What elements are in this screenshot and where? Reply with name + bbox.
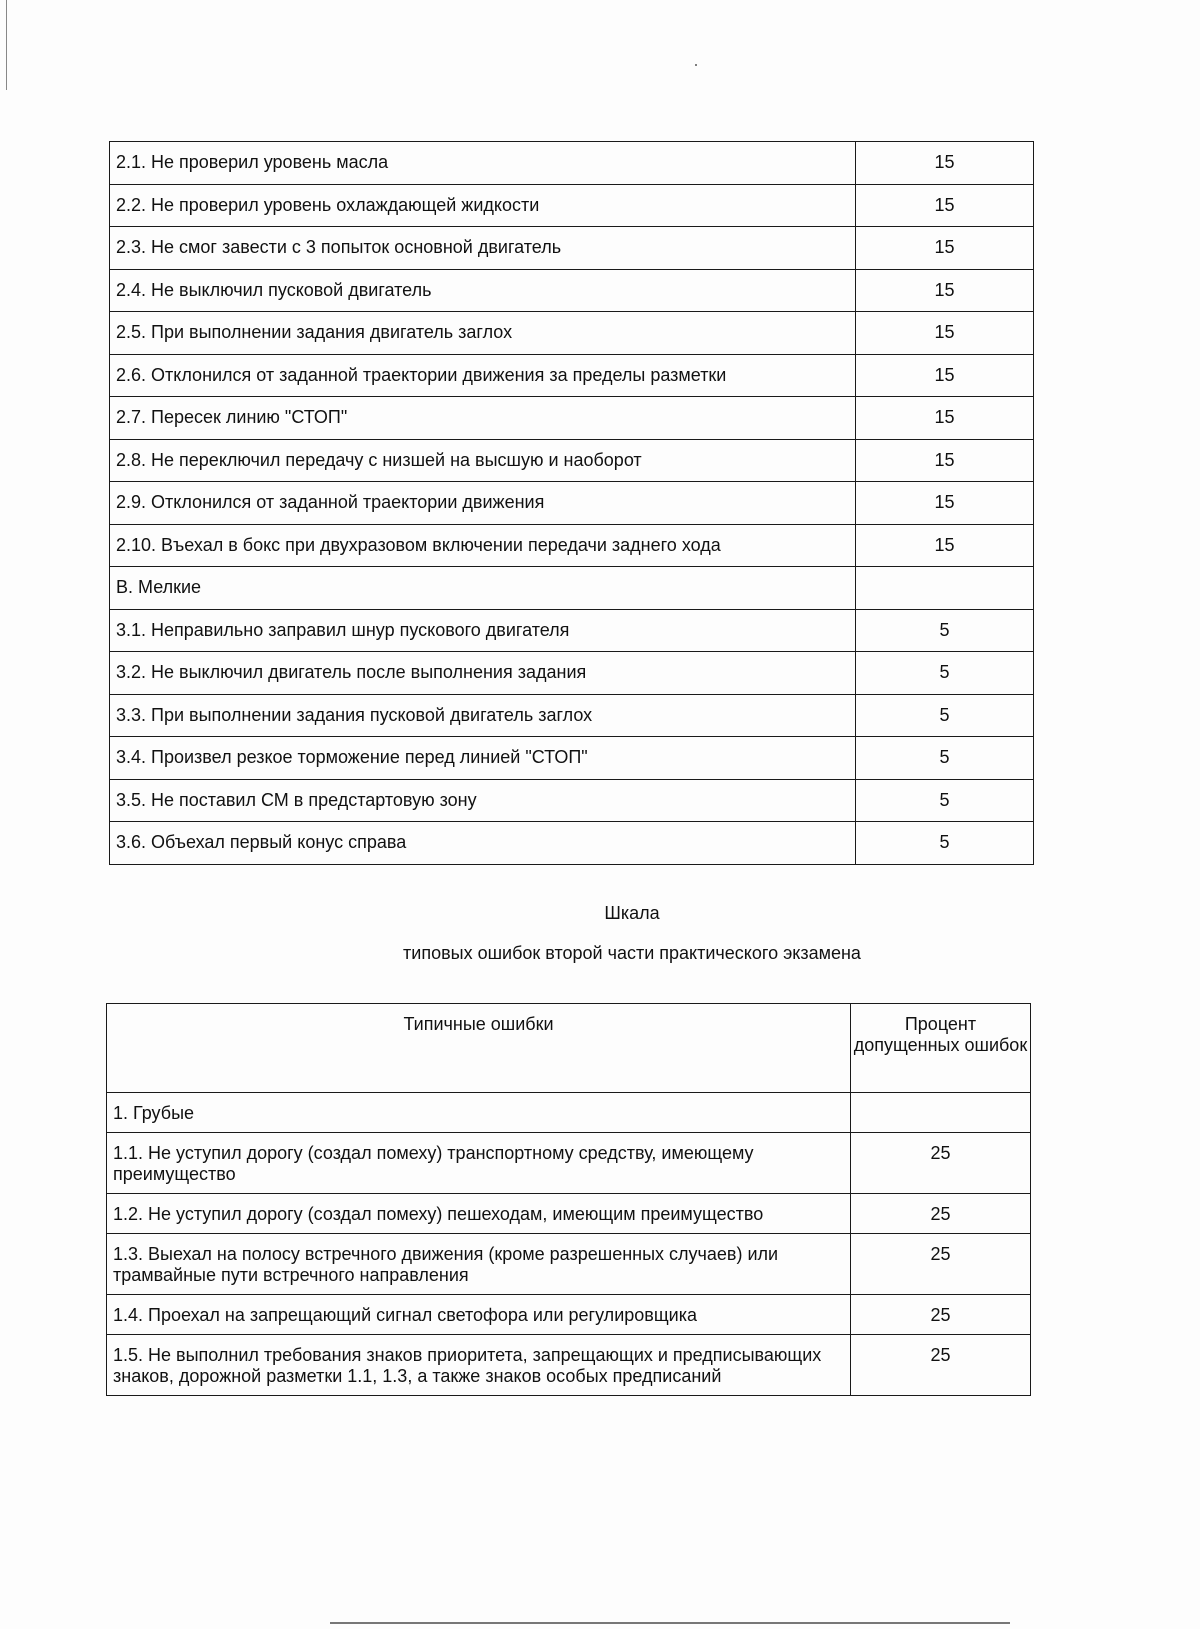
row-description: 3.5. Не поставил СМ в предстартовую зону: [110, 779, 856, 822]
table-row: [107, 1335, 1031, 1396]
table-row: [110, 142, 1034, 185]
table-row: [110, 822, 1034, 865]
table-row: [107, 1194, 1031, 1234]
scan-speck: [695, 64, 697, 66]
scale-title: Шкала: [604, 903, 660, 923]
row-description: В. Мелкие: [110, 567, 856, 610]
row-description: 1.2. Не уступил дорогу (создал помеху) пешеходам, имеющим преимущество: [107, 1194, 851, 1234]
row-description: 1.5. Не выполнил требования знаков приоритета, запрещающих и предписывающих знаков, дорожной разметки 1.1, 1.3, а также знаков особых предписаний: [107, 1335, 851, 1396]
row-description: 2.1. Не проверил уровень масла: [110, 142, 856, 185]
row-value: 5: [856, 779, 1034, 822]
table-row: [107, 1133, 1031, 1194]
row-value: 15: [856, 312, 1034, 355]
table-row: [110, 652, 1034, 695]
table-row: [110, 312, 1034, 355]
row-description: 2.4. Не выключил пусковой двигатель: [110, 269, 856, 312]
row-description: 3.1. Неправильно заправил шнур пускового двигателя: [110, 609, 856, 652]
violations-table-part1-body: [110, 142, 1034, 865]
table-row: [110, 482, 1034, 525]
row-description: 3.6. Объехал первый конус справа: [110, 822, 856, 865]
row-description: 1.3. Выехал на полосу встречного движения (кроме разрешенных случаев) или трамвайные пути встречного направления: [107, 1234, 851, 1295]
row-value: [851, 1093, 1031, 1133]
row-value: 5: [856, 609, 1034, 652]
row-description: 3.3. При выполнении задания пусковой двигатель заглох: [110, 694, 856, 737]
row-description: 3.2. Не выключил двигатель после выполнения задания: [110, 652, 856, 695]
row-description: 1. Грубые: [107, 1093, 851, 1133]
row-description: 2.9. Отклонился от заданной траектории движения: [110, 482, 856, 525]
table-row: [110, 227, 1034, 270]
typical-errors-table: [106, 1003, 1031, 1396]
row-value: [856, 567, 1034, 610]
header-percent-label: Процент допущенных ошибок: [851, 1004, 1031, 1093]
row-description: 1.1. Не уступил дорогу (создал помеху) транспортному средству, имеющему преимущество: [107, 1133, 851, 1194]
row-value: 25: [851, 1295, 1031, 1335]
row-value: 5: [856, 822, 1034, 865]
row-description: 1.4. Проехал на запрещающий сигнал светофора или регулировщика: [107, 1295, 851, 1335]
row-value: 25: [851, 1194, 1031, 1234]
row-description: 2.2. Не проверил уровень охлаждающей жидкости: [110, 184, 856, 227]
table-row: [110, 439, 1034, 482]
row-value: 25: [851, 1335, 1031, 1396]
row-value: 15: [856, 227, 1034, 270]
row-value: 5: [856, 652, 1034, 695]
row-value: 25: [851, 1234, 1031, 1295]
scale-subtitle: типовых ошибок второй части практического экзамена: [403, 943, 861, 963]
row-description: 2.3. Не смог завести с 3 попыток основной двигатель: [110, 227, 856, 270]
row-value: 15: [856, 482, 1034, 525]
row-description: 2.8. Не переключил передачу с низшей на высшую и наоборот: [110, 439, 856, 482]
table-header-row: [107, 1004, 1031, 1093]
row-value: 15: [856, 524, 1034, 567]
table-row: [110, 269, 1034, 312]
row-description: 2.6. Отклонился от заданной траектории движения за пределы разметки: [110, 354, 856, 397]
violations-table-part1: [109, 141, 1034, 865]
table-row: [107, 1093, 1031, 1133]
row-value: 15: [856, 184, 1034, 227]
row-description: 2.5. При выполнении задания двигатель заглох: [110, 312, 856, 355]
row-description: 3.4. Произвел резкое торможение перед линией "СТОП": [110, 737, 856, 780]
scan-edge-left: [6, 0, 7, 90]
row-description: 2.7. Пересек линию "СТОП": [110, 397, 856, 440]
header-errors-label: Типичные ошибки: [107, 1004, 851, 1093]
table-row: [110, 609, 1034, 652]
table-row: [110, 779, 1034, 822]
row-value: 25: [851, 1133, 1031, 1194]
typical-errors-table-body: [107, 1004, 1031, 1396]
row-value: 5: [856, 737, 1034, 780]
table-row: [110, 737, 1034, 780]
scan-edge-bottom: [330, 1622, 1010, 1624]
table-row: [107, 1295, 1031, 1335]
row-value: 5: [856, 694, 1034, 737]
row-value: 15: [856, 269, 1034, 312]
table-row: [110, 354, 1034, 397]
row-value: 15: [856, 439, 1034, 482]
row-value: 15: [856, 397, 1034, 440]
table-row: [110, 694, 1034, 737]
table-row: [110, 524, 1034, 567]
row-value: 15: [856, 142, 1034, 185]
row-description: 2.10. Въехал в бокс при двухразовом включении передачи заднего хода: [110, 524, 856, 567]
table-row: [110, 184, 1034, 227]
row-value: 15: [856, 354, 1034, 397]
table-row: [110, 397, 1034, 440]
table-row: [110, 567, 1034, 610]
table-row: [107, 1234, 1031, 1295]
